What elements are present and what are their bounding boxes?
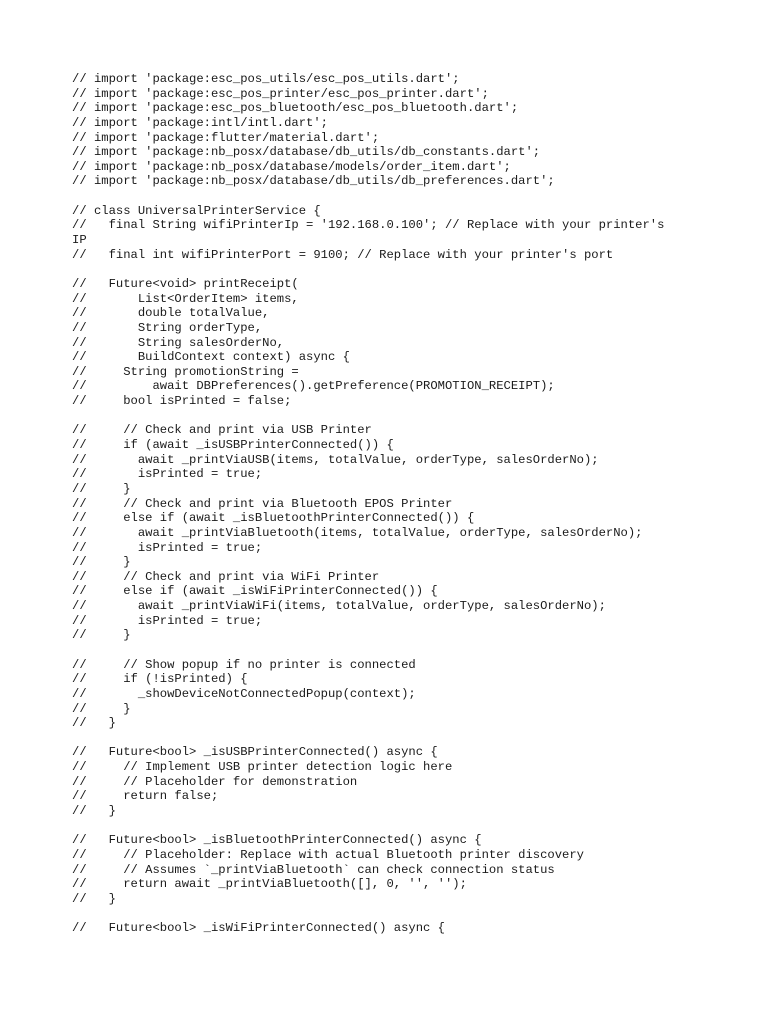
code-line: // Future<void> printReceipt( bbox=[72, 276, 299, 291]
code-line: // // Show popup if no printer is connected bbox=[72, 657, 416, 672]
code-line: // import 'package:nb_posx/database/models/order_item.dart'; bbox=[72, 159, 511, 174]
code-line: // // Placeholder for demonstration bbox=[72, 774, 358, 789]
code-line: // // Check and print via USB Printer bbox=[72, 423, 372, 438]
code-line: // import 'package:flutter/material.dart'; bbox=[72, 130, 380, 145]
code-line: // import 'package:esc_pos_bluetooth/esc_pos_bluetooth.dart'; bbox=[72, 101, 519, 116]
code-listing bbox=[72, 72, 712, 936]
code-line: // // Check and print via WiFi Printer bbox=[72, 569, 380, 584]
code-line: // await DBPreferences().getPreference(PROMOTION_RECEIPT); bbox=[72, 379, 555, 394]
blank-line bbox=[72, 731, 712, 746]
code-line: // String promotionString = bbox=[72, 364, 299, 379]
code-line: // else if (await _isWiFiPrinterConnected()) { bbox=[72, 584, 438, 599]
code-line: // await _printViaUSB(items, totalValue, orderType, salesOrderNo); bbox=[72, 452, 599, 467]
blank-line bbox=[72, 819, 712, 834]
code-line: // isPrinted = true; bbox=[72, 467, 263, 482]
code-line: // // Check and print via Bluetooth EPOS Printer bbox=[72, 496, 453, 511]
code-line: // return false; bbox=[72, 789, 219, 804]
code-line: // isPrinted = true; bbox=[72, 540, 263, 555]
code-line: // } bbox=[72, 701, 131, 716]
code-line: // bool isPrinted = false; bbox=[72, 394, 292, 409]
code-line: // String salesOrderNo, bbox=[72, 335, 285, 350]
code-line: // } bbox=[72, 555, 131, 570]
code-line: // import 'package:esc_pos_utils/esc_pos_utils.dart'; bbox=[72, 72, 460, 86]
blank-line bbox=[72, 409, 712, 424]
code-line: // Future<bool> _isBluetoothPrinterConnected() async { bbox=[72, 833, 482, 848]
code-line: // Future<bool> _isUSBPrinterConnected() async { bbox=[72, 745, 438, 760]
code-line: // List<OrderItem> items, bbox=[72, 291, 299, 306]
code-line: // else if (await _isBluetoothPrinterConnected()) { bbox=[72, 511, 475, 526]
code-line: // Future<bool> _isWiFiPrinterConnected() async { bbox=[72, 921, 445, 936]
code-line: // if (!isPrinted) { bbox=[72, 672, 248, 687]
code-line: // BuildContext context) async { bbox=[72, 350, 350, 365]
code-line: // // Implement USB printer detection logic here bbox=[72, 760, 453, 775]
blank-line bbox=[72, 643, 712, 658]
code-line: // // Placeholder: Replace with actual Bluetooth printer discovery bbox=[72, 847, 584, 862]
code-line: // } bbox=[72, 628, 131, 643]
code-line: // import 'package:nb_posx/database/db_utils/db_preferences.dart'; bbox=[72, 174, 555, 189]
code-line: // // Assumes `_printViaBluetooth` can check connection status bbox=[72, 862, 555, 877]
code-line: // import 'package:esc_pos_printer/esc_pos_printer.dart'; bbox=[72, 86, 489, 101]
code-line: // isPrinted = true; bbox=[72, 613, 263, 628]
code-line: // import 'package:intl/intl.dart'; bbox=[72, 115, 328, 130]
code-line: // if (await _isUSBPrinterConnected()) { bbox=[72, 438, 394, 453]
blank-line bbox=[72, 262, 712, 277]
blank-line bbox=[72, 907, 712, 922]
code-line: // } bbox=[72, 804, 116, 819]
code-line: // return await _printViaBluetooth([], 0, '', ''); bbox=[72, 877, 467, 892]
code-line: IP bbox=[72, 233, 87, 248]
code-line: // import 'package:nb_posx/database/db_utils/db_constants.dart'; bbox=[72, 145, 541, 160]
code-line: // final String wifiPrinterIp = '192.168.0.100'; // Replace with your printer's bbox=[72, 218, 665, 233]
code-line: // } bbox=[72, 481, 131, 496]
code-line: // final int wifiPrinterPort = 9100; // Replace with your printer's port bbox=[72, 247, 614, 262]
code-line: // _showDeviceNotConnectedPopup(context); bbox=[72, 686, 416, 701]
code-line: // String orderType, bbox=[72, 320, 263, 335]
blank-line bbox=[72, 189, 712, 204]
code-line: // double totalValue, bbox=[72, 306, 270, 321]
code-line: // class UniversalPrinterService { bbox=[72, 203, 321, 218]
code-line: // await _printViaBluetooth(items, totalValue, orderType, salesOrderNo); bbox=[72, 525, 643, 540]
code-line: // } bbox=[72, 891, 116, 906]
code-line: // await _printViaWiFi(items, totalValue, orderType, salesOrderNo); bbox=[72, 599, 606, 614]
code-line: // } bbox=[72, 716, 116, 731]
